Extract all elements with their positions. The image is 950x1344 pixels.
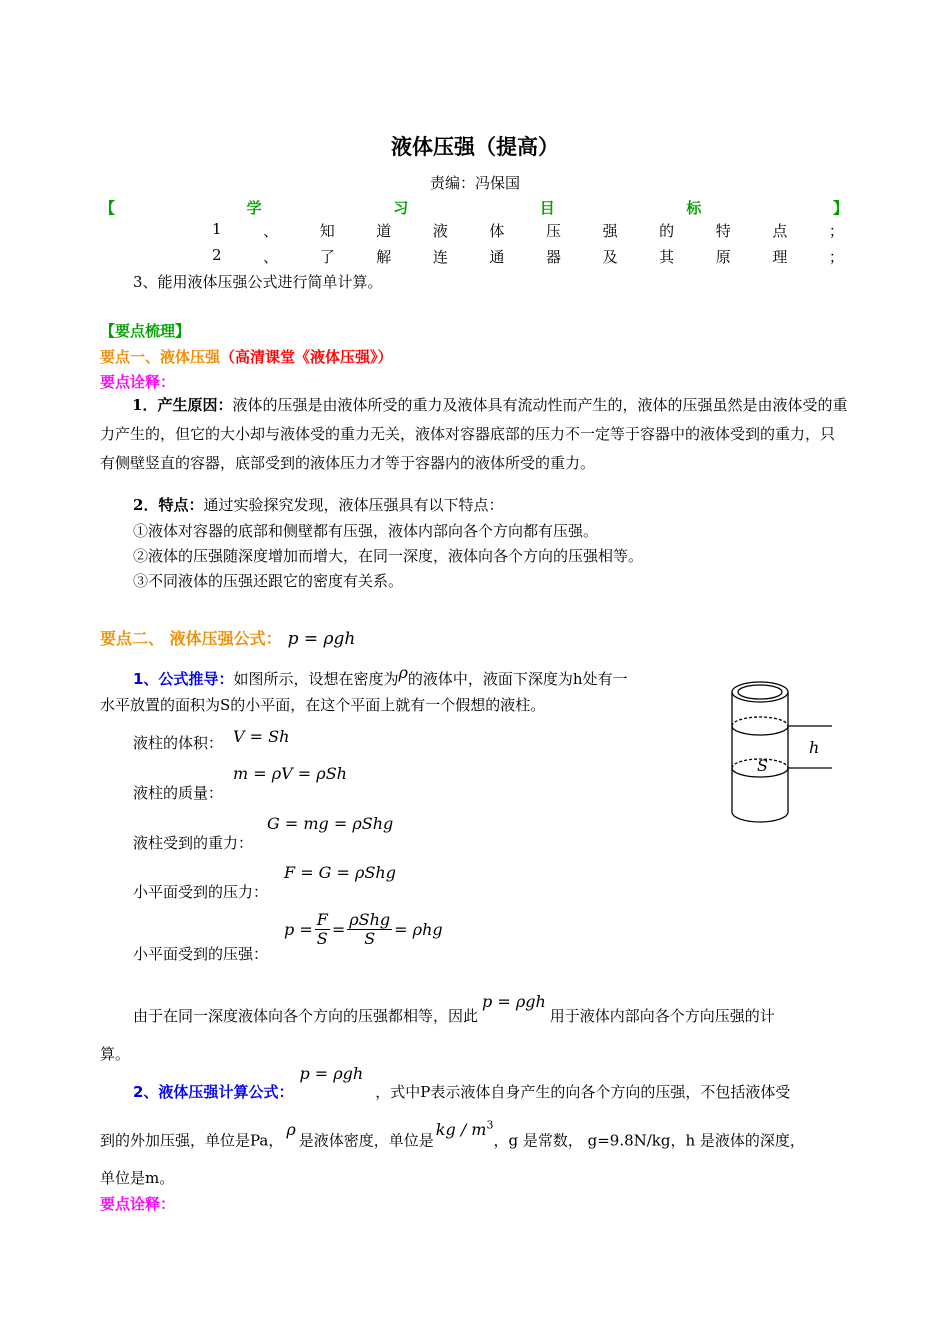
goal-char: ；: [828, 248, 844, 266]
goals-heading: [100, 197, 848, 218]
point2-heading-formula: p = ρgh: [287, 629, 356, 649]
conclusion-end: 算。: [100, 1045, 131, 1063]
goal-char: 及: [602, 248, 618, 266]
goals-heading-char: 】: [832, 199, 848, 217]
goal-char: 解: [376, 248, 392, 266]
goal-char: 、: [263, 248, 279, 266]
cylinder-bottom: [732, 812, 788, 822]
derive-line2-b: 的小平面，在这个平面上就有一个假想的液柱。: [230, 696, 546, 714]
point1-heading-red: （高清课堂《液体压强》）: [220, 348, 393, 366]
feature-item: ①液体对容器的底部和侧壁都有压强，液体内部向各个方向都有压强。: [133, 522, 599, 540]
p-eq: p =: [284, 920, 313, 939]
force-label: 小平面受到的压力：: [133, 883, 269, 901]
point1-heading-text: 要点一、液体压强: [100, 348, 221, 366]
derive-text-a: 如图所示，设想在密度为: [233, 670, 399, 688]
derive-text-c: 处有一: [582, 670, 628, 688]
frac2-num: ρShg: [349, 910, 391, 929]
liquid-surface-front: [732, 726, 788, 735]
weight-formula: G = mg = ρShg: [267, 814, 394, 833]
rho-symbol: ρ: [398, 663, 408, 682]
goal-char: 知: [319, 222, 335, 240]
goal-char: 强: [602, 222, 618, 240]
point1-explain-label: 要点诠释：: [100, 373, 176, 391]
frac2-den: S: [364, 929, 376, 948]
calc-formula: p = ρgh: [299, 1064, 364, 1083]
point2-heading: [100, 626, 355, 649]
goals-heading-char: 标: [686, 199, 702, 217]
mass-label: 液柱的质量：: [133, 784, 224, 802]
derive-line-2: [100, 694, 545, 715]
cylinder-diagram: [720, 668, 840, 833]
unit-kg-m3: [436, 1120, 494, 1139]
volume-formula: V = Sh: [233, 727, 290, 746]
weight-label: 液柱受到的重力：: [133, 834, 254, 852]
conclusion-b: 用于液体内部向各个方向压强的计: [549, 1007, 775, 1025]
feature-intro-text: 通过实验探究发现，液体压强具有以下特点：: [203, 496, 504, 514]
calc-text-a: ，式中: [375, 1083, 421, 1101]
cause-num: 1: [132, 396, 143, 414]
mass-formula: m = ρV = ρSh: [233, 764, 347, 783]
equals-sign: =: [331, 920, 346, 939]
calc-line-3: 单位是m。: [100, 1169, 175, 1187]
goals-heading-char: 目: [539, 199, 555, 217]
goal-char: 其: [659, 248, 675, 266]
volume-label: 液柱的体积：: [133, 734, 224, 752]
liquid-surface-back: [732, 717, 788, 726]
h-symbol: h: [572, 670, 583, 688]
conclusion-formula: p = ρgh: [482, 992, 546, 1011]
unit-base: kg / m: [435, 1120, 487, 1140]
goal-char: 器: [546, 248, 562, 266]
goal-item-1: [212, 220, 844, 241]
p-symbol: P: [420, 1083, 431, 1101]
editor-line: 责编：冯保国: [429, 174, 520, 192]
fraction-f-over-s: [315, 911, 330, 948]
derive-line-1: [133, 663, 628, 689]
feature-item: ③不同液体的压强还跟它的密度有关系。: [133, 572, 404, 590]
rho-symbol-2: ρ: [286, 1120, 296, 1140]
fraction-rhoshg-over-s: [347, 911, 392, 948]
frac1-den: S: [316, 929, 328, 948]
goal-item-2: [212, 246, 844, 267]
goal-char: 连: [432, 248, 448, 266]
calc-label: 2、液体压强计算公式：: [133, 1083, 294, 1101]
conclusion-a: 由于在同一深度液体向各个方向的压强都相等，因此: [133, 1007, 479, 1025]
goal-char: 液: [432, 222, 448, 240]
goals-heading-char: 学: [246, 199, 262, 217]
goal-char: 通: [489, 248, 505, 266]
pressure-formula: [284, 911, 443, 948]
liquid-column-figure: [720, 668, 840, 833]
p-result: = ρhg: [394, 920, 443, 939]
point1-heading: [100, 346, 393, 367]
goal-char: 体: [489, 222, 505, 240]
derive-label: 1、公式推导：: [133, 670, 234, 688]
goal-char: 、: [263, 222, 279, 240]
cause-text: 液体的压强是由液体所受的重力及液体具有流动性而产生的，液体的压强虽然是由液体受的重力产生的，但它的大小却与液体受的重力无关，液体对容器底部的压力不一定等于容器中的液体受到的重力，只有侧壁竖直的容器，底部受到的液体压力才等于容器内的液体所受的重力。: [100, 396, 848, 472]
s-symbol: S: [220, 696, 231, 714]
feature-intro: [133, 494, 503, 515]
goal-char: 理: [772, 248, 788, 266]
frac1-num: F: [316, 910, 328, 929]
cause-paragraph: [100, 391, 848, 478]
point2-heading-text: 要点二、 液体压强公式：: [100, 629, 282, 648]
force-formula: F = G = ρShg: [284, 863, 396, 882]
goal-char: 的: [659, 222, 675, 240]
depth-label: h: [809, 738, 820, 757]
derive-text-b: 的液体中，液面下深度为: [407, 670, 573, 688]
goal-char: 点: [772, 222, 788, 240]
unit-exponent: 3: [486, 1119, 494, 1132]
cylinder-top-inner: [738, 685, 782, 699]
goal-char: 1: [212, 220, 222, 238]
goal-char: 道: [376, 222, 392, 240]
goal-char: 压: [546, 222, 562, 240]
calc-line2-b: 是液体密度，单位是: [298, 1131, 434, 1150]
point2-explain-label: 要点诠释：: [100, 1195, 176, 1213]
calc-line-1: [133, 1064, 791, 1102]
goals-heading-char: 习: [393, 199, 409, 217]
goal-char: 原: [715, 248, 731, 266]
calc-text-b: 表示液体自身产生的向各个方向的压强，不包括液体受: [430, 1083, 791, 1101]
feature-item: ②液体的压强随深度增加而增大，在同一深度，液体向各个方向的压强相等。: [133, 547, 644, 565]
conclusion-line: [133, 992, 775, 1026]
calc-line2-a: 到的外加压强，单位是Pa，: [100, 1131, 284, 1150]
area-label: S: [757, 756, 768, 775]
goal-char: 2: [212, 246, 222, 264]
calc-line2-c: ，g 是常数， g=9.8N/kg，h 是液体的深度，: [493, 1131, 805, 1150]
feature-label: ．特点：: [143, 496, 204, 514]
pressure-label: 小平面受到的压强：: [133, 945, 269, 963]
goal-char: 了: [319, 248, 335, 266]
goal-char: ；: [828, 222, 844, 240]
derive-line2-a: 水平放置的面积为: [100, 696, 221, 714]
calc-line-2: [100, 1119, 805, 1150]
goals-heading-char: 【: [100, 199, 116, 217]
goal-char: 特: [715, 222, 731, 240]
page-title: 液体压强（提高）: [391, 134, 559, 159]
goal-item-3: 3、能用液体压强公式进行简单计算。: [133, 273, 383, 291]
cause-label: ．产生原因：: [142, 396, 233, 414]
feature-num: 2: [133, 496, 144, 514]
section-header: 【要点梳理】: [100, 322, 191, 340]
